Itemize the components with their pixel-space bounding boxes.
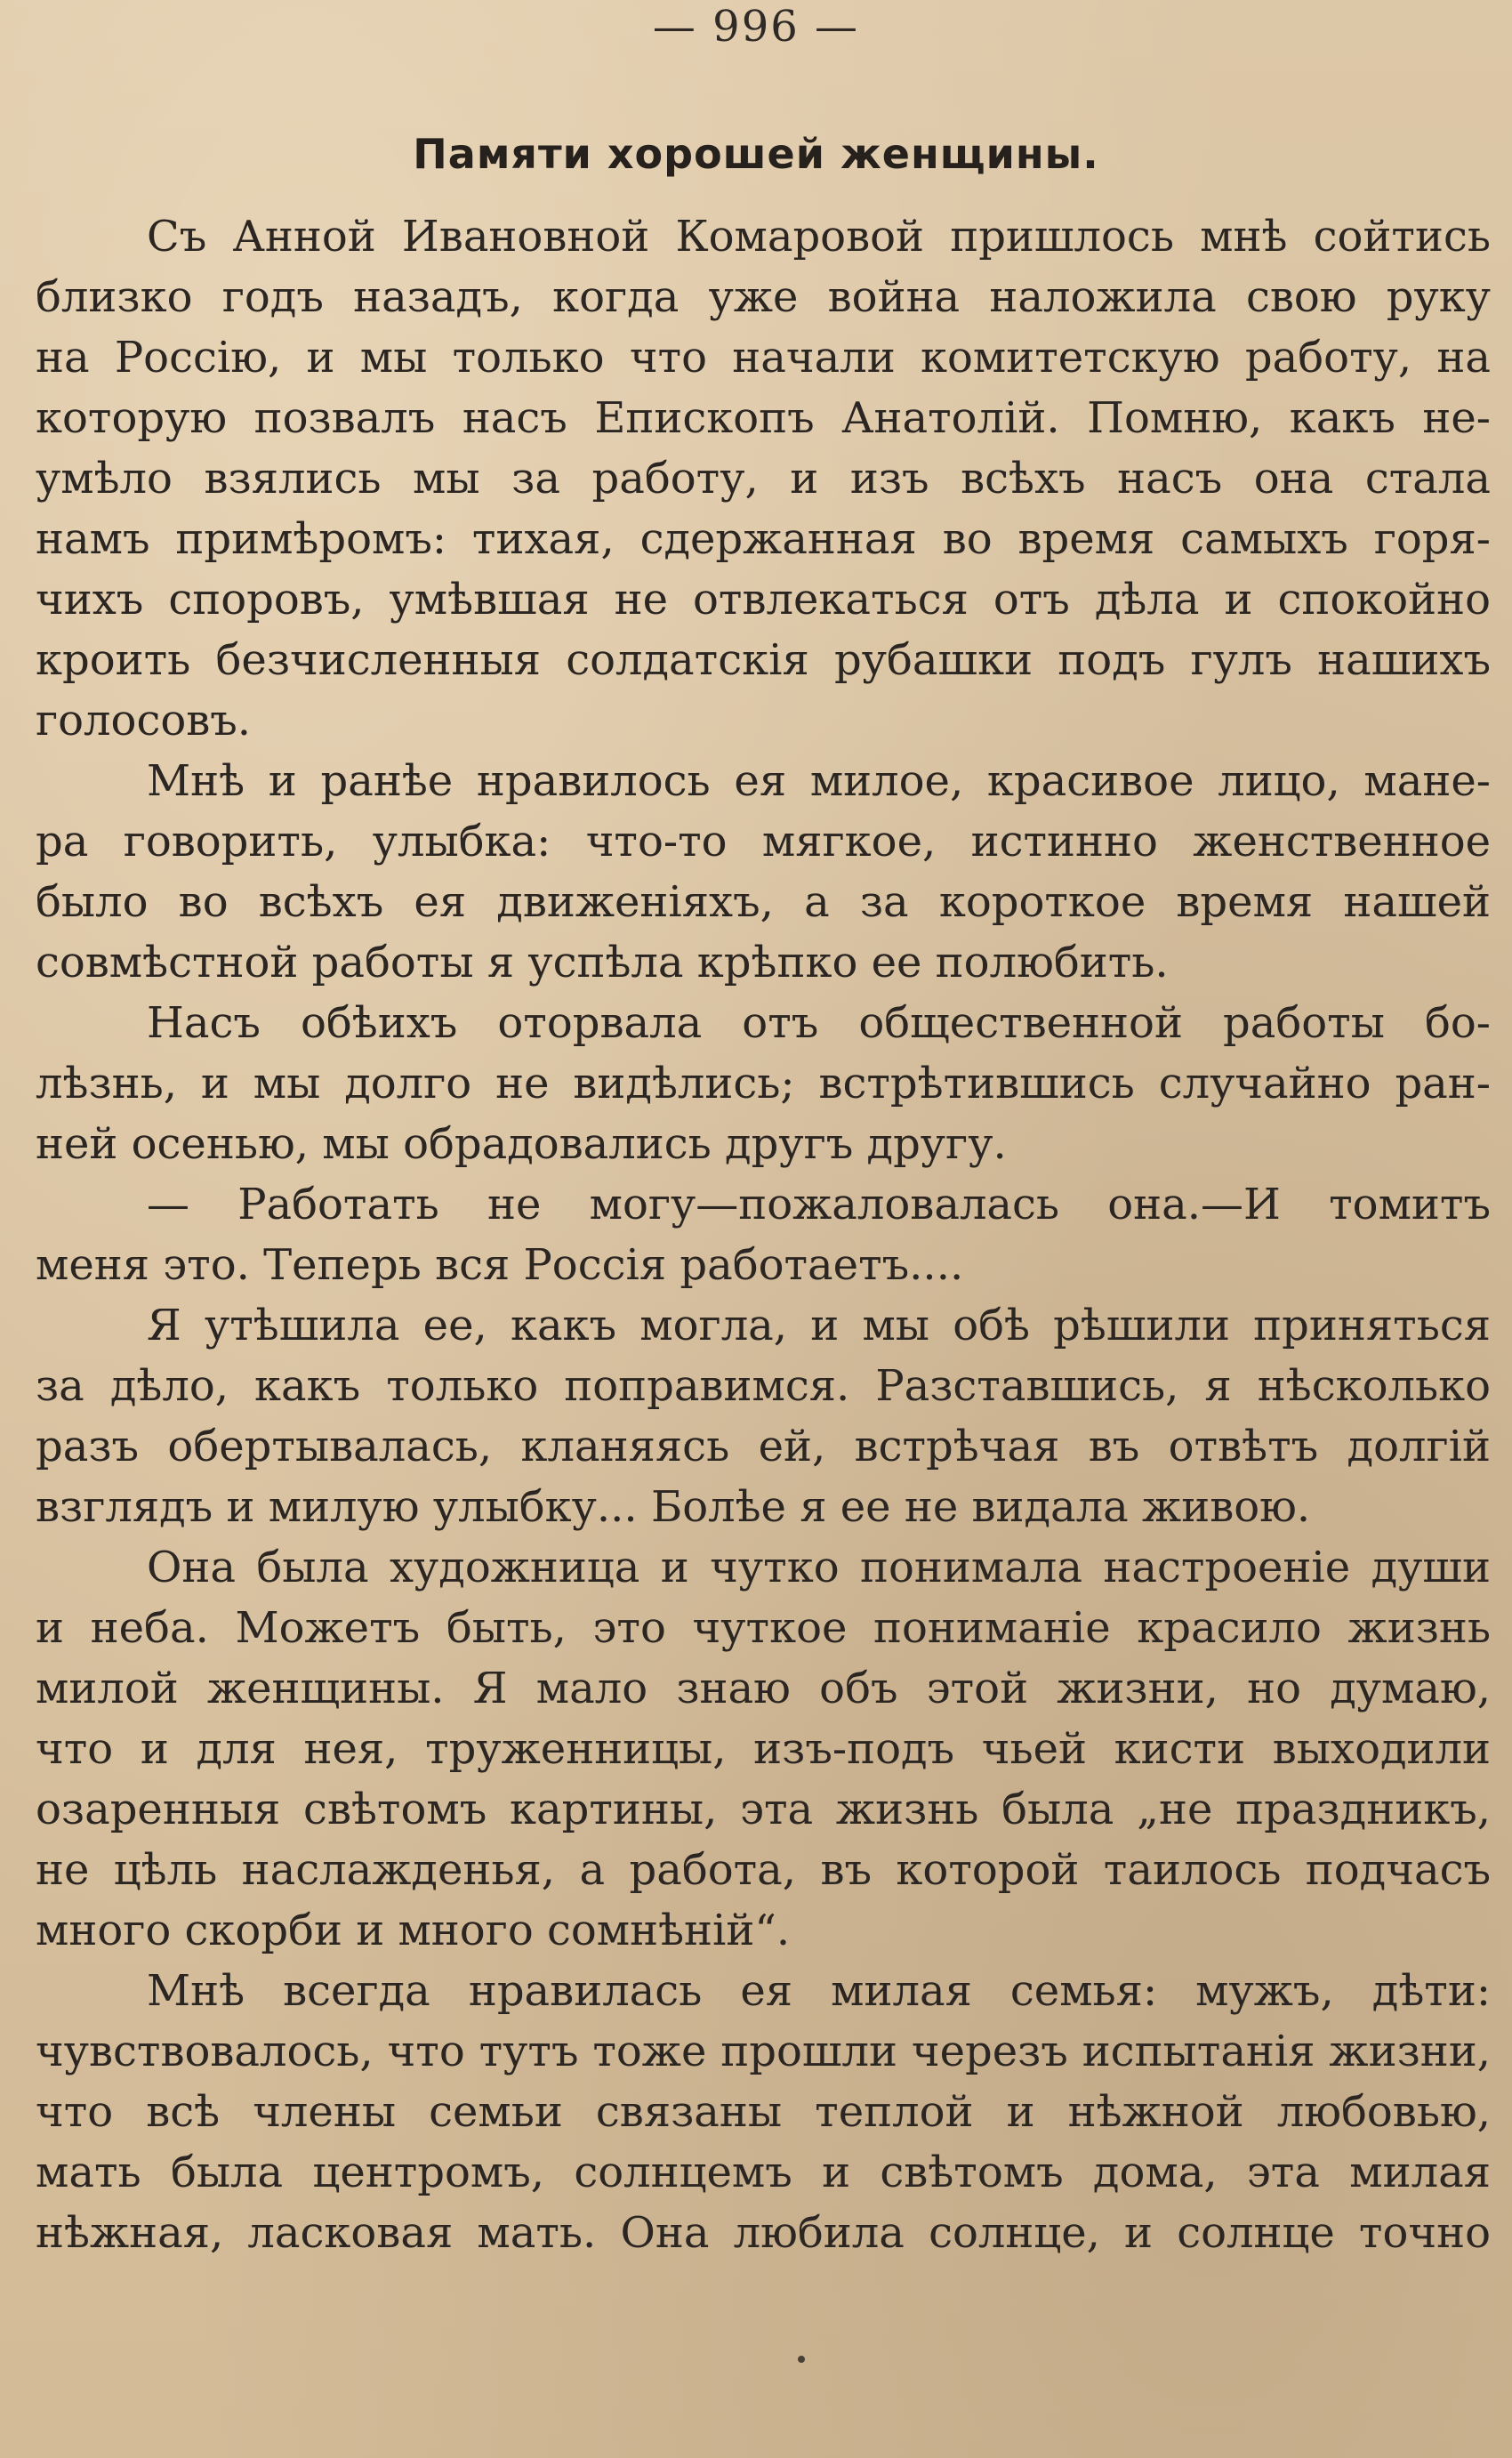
text-line: ра говорить, улыбка: что-то мягкое, истинно женственное [36,817,1491,866]
article-body [36,206,1491,2263]
text-line: меня это. Теперь вся Россія работаетъ.... [36,1240,964,1290]
ink-speck [798,2356,805,2363]
text-line: намъ примѣромъ: тихая, сдержанная во время самыхъ горя- [36,514,1491,564]
text-line: Мнѣ и ранѣе нравилось ея милое, красивое лицо, мане- [147,756,1491,806]
text-line: что и для нея, труженницы, изъ-подъ чьей кисти выходили [36,1724,1491,1774]
text-line: мать была центромъ, солнцемъ и свѣтомъ дома, эта милая [36,2148,1491,2197]
text-line: Мнѣ всегда нравилась ея милая семья: мужъ, дѣти: [147,1966,1491,2016]
text-line: чихъ споровъ, умѣвшая не отвлекаться отъ дѣла и спокойно [36,575,1491,625]
text-line: Съ Анной Ивановной Комаровой пришлось мнѣ сойтись [147,212,1491,262]
text-line: милой женщины. Я мало знаю объ этой жизни, но думаю, [36,1664,1491,1713]
text-line: и неба. Можетъ быть, это чуткое пониманіе красило жизнь [36,1603,1491,1653]
text-line: озаренныя свѣтомъ картины, эта жизнь была „не праздникъ, [36,1785,1491,1834]
text-line: на Россію, и мы только что начали комитетскую работу, на [36,333,1491,383]
text-line: за дѣло, какъ только поправимся. Разставшись, я нѣсколько [36,1361,1491,1411]
text-line: Она была художница и чутко понимала настроеніе души [147,1543,1491,1592]
text-line: голосовъ. [36,696,252,745]
text-line: много скорби и много сомнѣній“. [36,1906,791,1955]
page-number: — 996 — [652,2,860,52]
text-line: чувствовалось, что тутъ тоже прошли черезъ испытанія жизни, [36,2027,1491,2076]
text-line: что всѣ члены семьи связаны теплой и нѣжной любовью, [36,2087,1491,2137]
text-line: близко годъ назадъ, когда уже война наложила свою руку [36,272,1491,322]
text-line: нѣжная, ласковая мать. Она любила солнце, и солнце точно [36,2208,1491,2258]
text-line: Насъ обѣихъ оторвала отъ общественной работы бо- [147,998,1491,1048]
text-line: умѣло взялись мы за работу, и изъ всѣхъ насъ она стала [36,454,1491,504]
text-line: которую позвалъ насъ Епископъ Анатолій. Помню, какъ не- [36,393,1491,443]
text-line: лѣзнь, и мы долго не видѣлись; встрѣтившись случайно ран- [36,1059,1491,1108]
text-line: было во всѣхъ ея движеніяхъ, а за короткое время нашей [36,877,1491,927]
text-line: не цѣль наслажденья, а работа, въ которой таилось подчасъ [36,1845,1491,1895]
text-line: совмѣстной работы я успѣла крѣпко ее полюбить. [36,938,1169,987]
text-line: разъ обертывалась, кланяясь ей, встрѣчая въ отвѣтъ долгій [36,1422,1491,1471]
text-line: Я утѣшила ее, какъ могла, и мы обѣ рѣшили приняться [147,1301,1491,1350]
text-line: ней осенью, мы обрадовались другъ другу. [36,1119,1007,1169]
text-line: кроить безчисленныя солдатскія рубашки подъ гулъ нашихъ [36,635,1491,685]
text-line: — Работать не могу—пожаловалась она.—И томитъ [147,1180,1491,1229]
article-title: Памяти хорошей женщины. [413,130,1099,178]
text-line: взглядъ и милую улыбку... Болѣе я ее не видала живою. [36,1482,1311,1532]
